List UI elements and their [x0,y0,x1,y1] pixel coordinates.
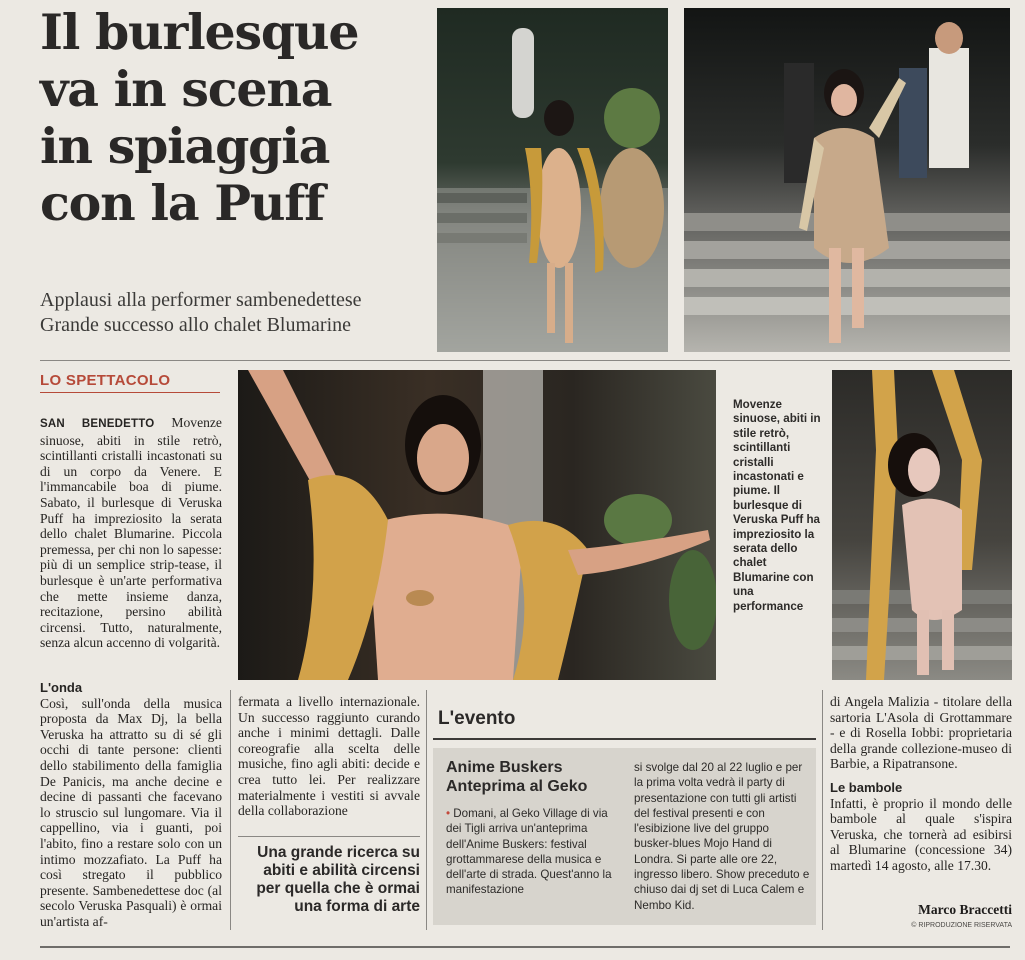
column-rule [822,690,823,930]
dateline: SAN BENEDETTO [40,418,155,430]
article-col4 [830,694,1012,874]
headline-line: va in scena [40,60,332,118]
photo-caption: Movenze sinuose, abiti in stile retrò, scintillanti cristalli incastonati e piume. Il burlesque di Veruska Puff ha impreziosito la serata dello chalet Blumarine con una performance [733,398,821,613]
lead-text: Movenze sinuose, abiti in stile retrò, scintillanti cristalli incastonati su di un corpo da Venere. E l'immancabile boa di piume. Sabato, il burlesque di Veruska Puff ha impreziosito la serata dello chalet Blumarine. Piccola premessa, per chi non lo sapesse: più di un semplice strip-tease, il burlesque è un'arte performativa che mette insieme danza, recitazione, persino abilità circensi. Tutto, naturalmente, senza alcun accenno di volgarità. [40,415,222,651]
section-kicker: LO SPETTACOLO [40,372,220,393]
article-col1 [40,676,222,930]
subhead: Le bambole [830,779,903,795]
box-title: Anime Buskers Anteprima al Geko [446,759,588,795]
photo-performer-side [832,370,1012,680]
box-text1: Domani, al Geko Village di via dei Tigli arriva un'anteprima dell'Anime Buskers: festival grottammarese della musica e dell'arte di strada. Quest'anno la manifestazione [446,807,612,897]
pullquote-rule [238,836,420,837]
col4b-text: Infatti, è proprio il mondo delle bambole al quale s'ispira Veruska, che tornerà ad esibirsi al Blumarine (concessione 34) martedì 14 agosto, alle 17.30. [830,795,1012,873]
deck-line: Applausi alla performer sambenedettese [40,289,362,311]
headline-line: in spiaggia [40,117,330,175]
bottom-rule [40,946,1010,948]
photo-performer-back [437,8,668,352]
box-text-right [634,760,810,913]
photo-performer-stairs [684,8,1010,352]
byline: Marco Braccetti [918,902,1012,917]
headline [40,4,430,232]
col2-text: fermata a livello internazionale. Un successo raggiunto curando anche i minimi dettagli. Dalle coreografie alla scelta delle musiche, fino agli abiti: decide e crea tutto lei. Per realizzare materialmente i vestiti si avvale della collaborazione [238,694,420,819]
deck-line: Grande successo allo chalet Blumarine [40,314,351,336]
box-text2: si svolge dal 20 al 22 luglio e per la prima volta vedrà il party di presentazione con tutti gli artisti del festival presenti e con l'esibizione live del gruppo busker-blues Mojo Hand di Londra. Si parte alle ore 22, ingresso libero. Show preceduto e chiuso dai dj set di Luca Calem e Nembo Kid. [634,761,810,912]
bullet: • [446,807,451,820]
column-rule [230,690,231,930]
headline-line: con la Puff [40,174,325,232]
box-label: L'evento [438,708,516,729]
headline-line: Il burlesque [40,3,359,61]
col4-text: di Angela Malizia - titolare della sartoria L'Asola di Grottammare - e di Rosella Iobbi: proprietaria della grande collezione-museo di Barbie, a Ripatransone. [830,694,1012,772]
box-rule [433,738,816,740]
column-rule [426,690,427,930]
box-text-left [446,806,624,898]
subhead: L'onda [40,680,83,695]
deck [40,288,435,338]
divider [40,360,1010,361]
credit: © RIPRODUZIONE RISERVATA [911,922,1012,929]
pullquote: Una grande ricerca su abiti e abilità circensi per quella che è ormai una forma di arte [256,844,420,915]
article-col2 [238,694,420,819]
col1-text: Così, sull'onda della musica proposta da Max Dj, la bella Veruska ha attratto su di sé gli occhi di tante persone: clienti dello stabilimento della famiglia De Panicis, ma anche decine e decine di passanti che facevano lo struscio sul lungomare. Via il cappellino, via i guanti, poi l'abito, fino a restare solo con un intimo mozzafiato. La Puff ha così stregato il pubblico presente. Sambenedettese doc (al secolo Veruska Pasquali) è ormai un'artista af- [40,695,222,929]
article-lead [40,415,222,651]
photo-performer-boa [238,370,716,680]
